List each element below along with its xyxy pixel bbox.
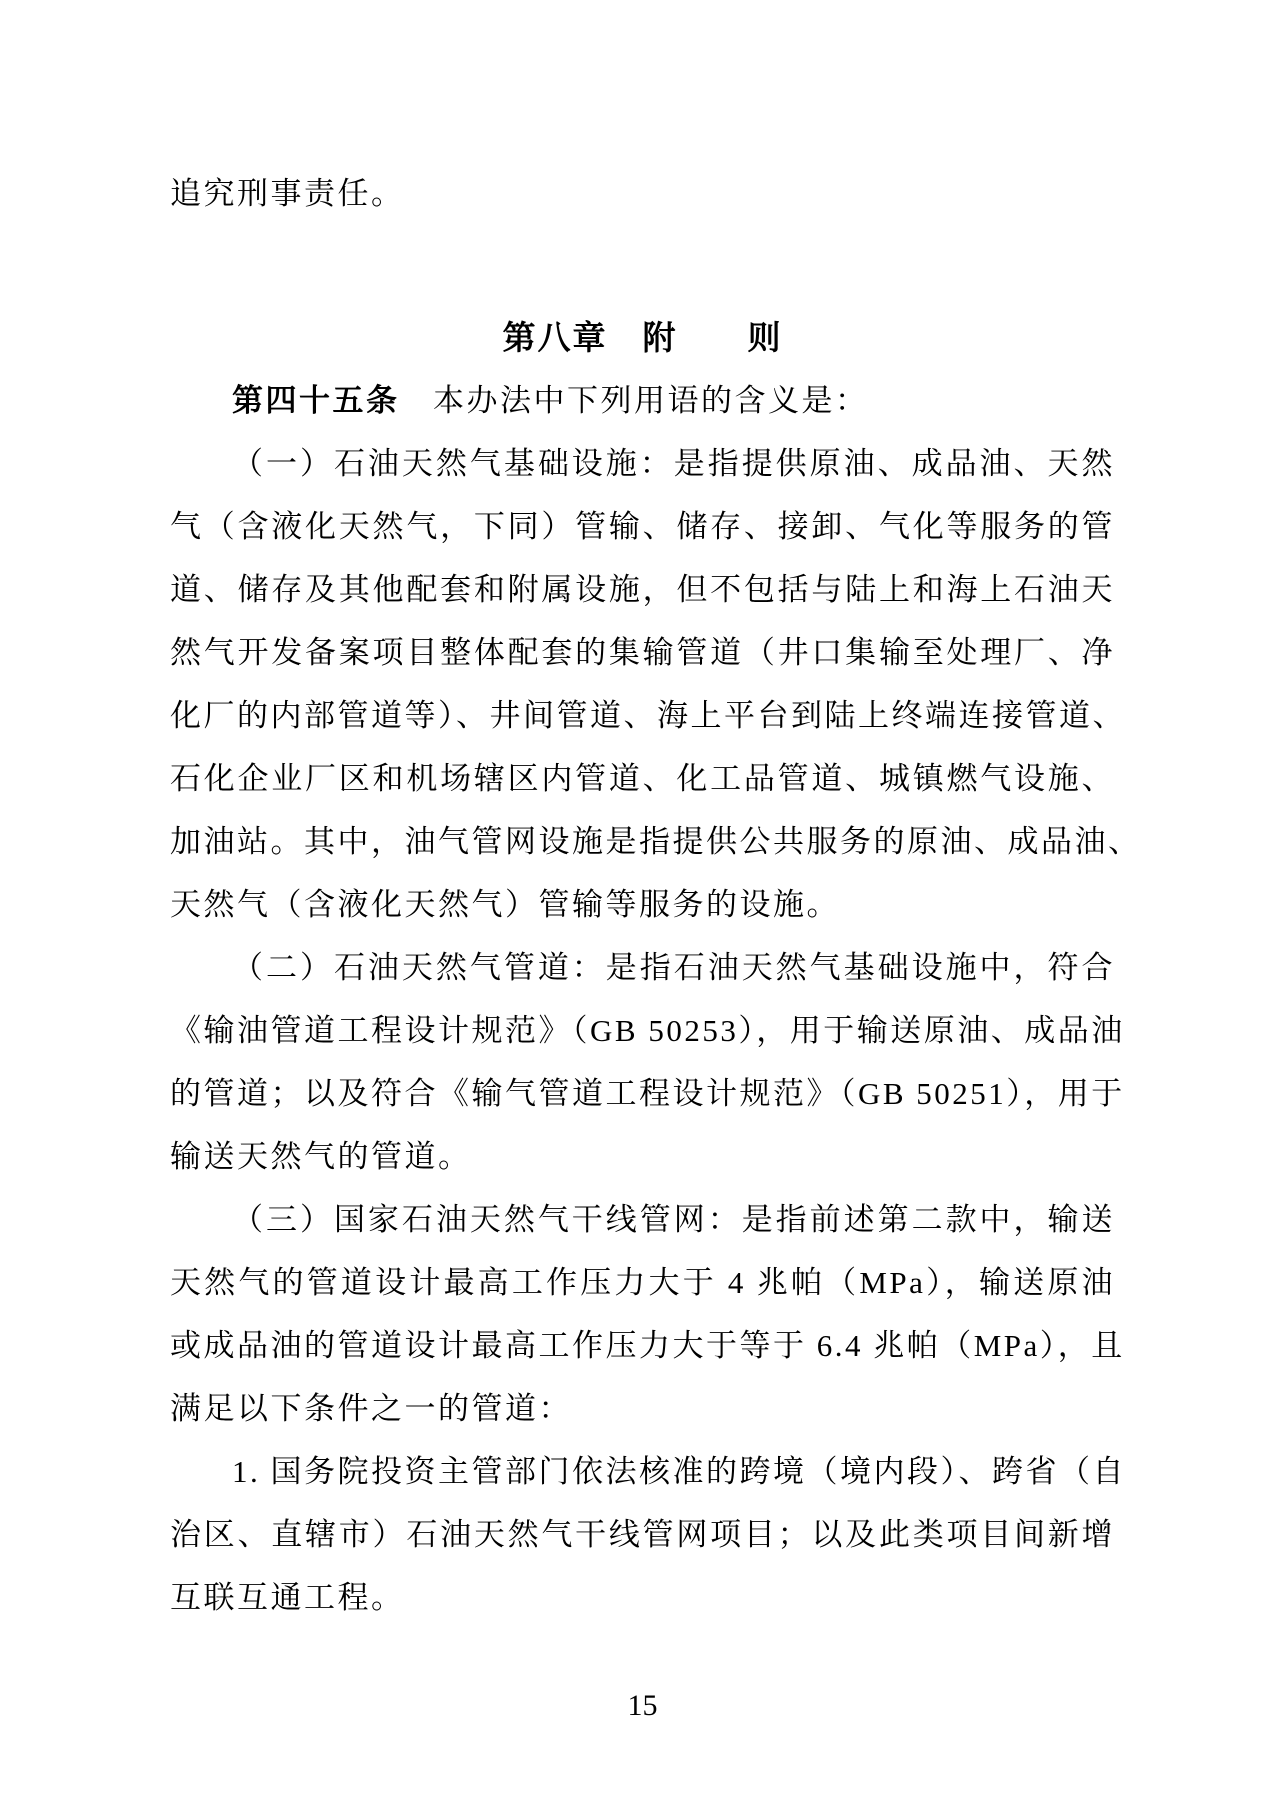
text-line: 化厂的内部管道等）、井间管道、海上平台到陆上终端连接管道、 [170,698,1126,733]
text-line: 1. 国务院投资主管部门依法核准的跨境（境内段）、跨省（自 [232,1454,1126,1489]
page-number: 15 [627,1689,658,1722]
text-line: 治区、直辖市）石油天然气干线管网项目；以及此类项目间新增 [170,1517,1115,1552]
text-line: 气（含液化天然气，下同）管输、储存、接卸、气化等服务的管 [170,509,1115,544]
article-45-line [170,369,1115,432]
text-line: 《输油管道工程设计规范》（GB 50253），用于输送原油、成品油 [170,1013,1125,1048]
text-line: 道、储存及其他配套和附属设施，但不包括与陆上和海上石油天 [170,572,1115,607]
article-45-intro: 本办法中下列用语的含义是： [399,383,869,418]
text-line: （二）石油天然气管道：是指石油天然气基础设施中，符合 [232,950,1115,985]
text-line: 加油站。其中，油气管网设施是指提供公共服务的原油、成品油、 [170,824,1142,859]
text-line: 天然气的管道设计最高工作压力大于 4 兆帕（MPa），输送原油 [170,1265,1115,1300]
trailing-paragraph: 追究刑事责任。 [170,176,405,211]
chapter-heading: 第八章 附 则 [502,319,783,356]
definition-item-1 [170,432,1142,936]
text-line: 天然气（含液化天然气）管输等服务的设施。 [170,887,840,922]
text-line: 输送天然气的管道。 [170,1139,472,1174]
text-line: 石化企业厂区和机场辖区内管道、化工品管道、城镇燃气设施、 [170,761,1115,796]
text-line: 的管道；以及符合《输气管道工程设计规范》（GB 50251），用于 [170,1076,1125,1111]
text-line: （三）国家石油天然气干线管网：是指前述第二款中，输送 [232,1202,1115,1237]
definition-item-2 [170,936,1125,1188]
text-line: 互联互通工程。 [170,1580,405,1615]
text-line: （一）石油天然气基础设施：是指提供原油、成品油、天然 [232,446,1115,481]
text-line: 然气开发备案项目整体配套的集输管道（井口集输至处理厂、净 [170,635,1115,670]
definition-item-3 [170,1188,1125,1440]
article-45-label: 第四十五条 [232,383,400,418]
text-line: 满足以下条件之一的管道： [170,1391,572,1426]
text-line: 或成品油的管道设计最高工作压力大于等于 6.4 兆帕（MPa），且 [170,1328,1125,1363]
condition-item-1 [170,1440,1126,1629]
